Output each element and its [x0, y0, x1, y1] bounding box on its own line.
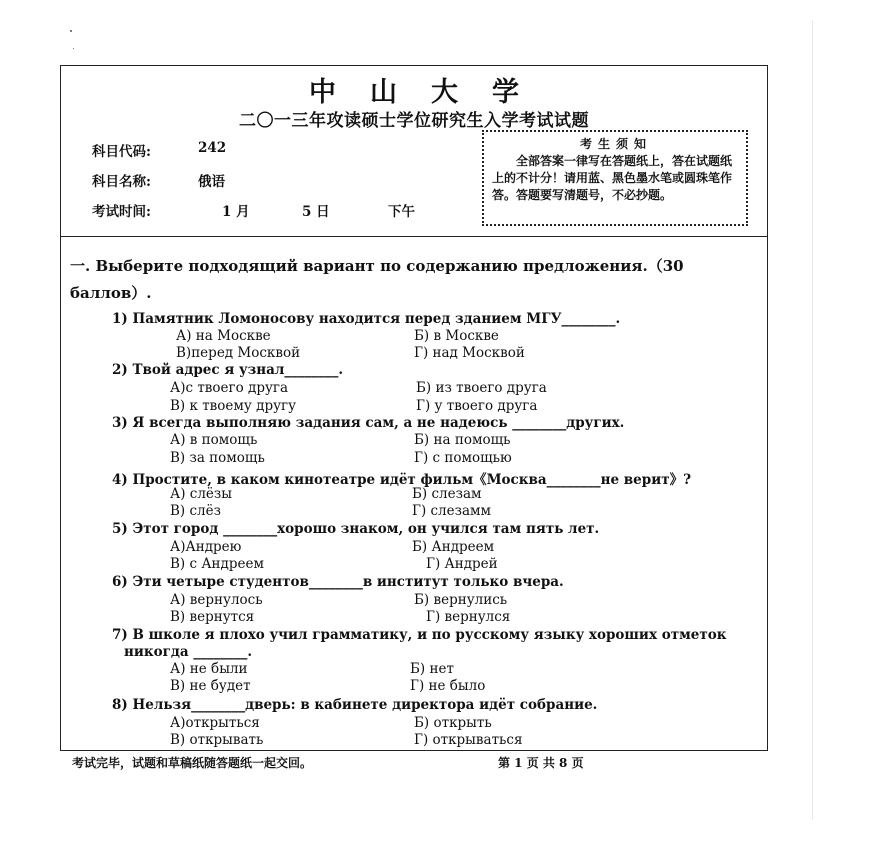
exam-title: 二〇一三年攻读硕士学位研究生入学考试试题: [239, 111, 589, 131]
question-4-option-c: В) слёз: [170, 503, 221, 519]
candidate-notice-box: [482, 130, 748, 226]
question-1-option-a: А) на Москве: [176, 328, 271, 344]
question-3-stem: 3) Я всегда выполняю задания сам, а не надеюсь ________других.: [112, 415, 625, 431]
exam-month: 1 月: [222, 204, 250, 220]
question-8-option-b: Б) открыть: [414, 715, 492, 731]
question-4-option-d: Г) слезамм: [412, 503, 492, 519]
scan-speck: [70, 30, 72, 32]
subject-name-label: 科目名称:: [92, 174, 151, 190]
footer-instruction: 考试完毕，试题和草稿纸随答题纸一起交回。: [72, 756, 313, 770]
question-8-option-c: В) открывать: [170, 732, 264, 748]
section-1-title: 一. Выберите подходящий вариант по содержанию предложения.（30 баллов）.: [70, 257, 684, 302]
question-4-option-a: А) слёзы: [170, 486, 233, 502]
question-6-option-b: Б) вернулись: [414, 592, 508, 608]
question-3-option-d: Г) с помощью: [414, 450, 512, 466]
question-1-option-c: В)перед Москвой: [176, 345, 301, 361]
question-3-option-a: А) в помощь: [170, 432, 258, 448]
scan-page-edge: [812, 20, 813, 820]
question-5-option-d: Г) Андрей: [426, 556, 498, 572]
question-8-stem: 8) Нельзя________дверь: в кабинете директора идёт собрание.: [112, 697, 598, 713]
scan-speck: [73, 48, 74, 49]
question-7-option-a: А) не были: [170, 661, 248, 677]
question-7-stem-continuation: никогда ________.: [124, 644, 253, 660]
question-6-option-c: В) вернутся: [170, 609, 255, 625]
question-4-option-b: Б) слезам: [412, 486, 482, 502]
question-4-stem: 4) Простите, в каком кинотеатре идёт фильм《Москва________не верит》?: [112, 472, 691, 488]
question-5-option-c: В) с Андреем: [170, 556, 264, 572]
question-1-stem: 1) Памятник Ломоносову находится перед зданием МГУ________.: [112, 311, 621, 327]
page-number: 第 1 页 共 8 页: [498, 756, 584, 770]
subject-code: 242: [198, 140, 227, 156]
question-6-option-d: Г) вернулся: [426, 609, 511, 625]
question-8-option-a: А)открыться: [170, 715, 260, 731]
question-7-option-b: Б) нет: [410, 661, 454, 677]
question-7-option-c: В) не будет: [170, 678, 251, 694]
notice-body: 全部答案一律写在答题纸上，答在试题纸上的不计分！请用蓝、黑色墨水笔或圆珠笔作答。答题要写清题号，不必抄题。: [492, 154, 733, 202]
header-divider: [60, 236, 768, 237]
notice-title: 考生须知: [579, 137, 652, 151]
question-7-option-d: Г) не было: [410, 678, 486, 694]
question-8-option-d: Г) открываться: [414, 732, 523, 748]
subject-name: 俄语: [198, 174, 225, 190]
question-2-stem: 2) Твой адрес я узнал________.: [112, 362, 344, 378]
question-7-stem: 7) В школе я плохо учил грамматику, и по русскому языку хороших отметок: [112, 627, 727, 643]
exam-period: 下午: [388, 204, 415, 220]
question-6-option-a: А) вернулось: [170, 592, 263, 608]
question-5-stem: 5) Этот город ________хорошо знаком, он учился там пять лет.: [112, 521, 600, 537]
question-3-option-b: Б) на помощь: [414, 432, 511, 448]
question-3-option-c: В) за помощь: [170, 450, 265, 466]
question-5-option-b: Б) Андреем: [412, 539, 495, 555]
question-2-option-a: А)с твоего друга: [170, 380, 289, 396]
exam-time-label: 考试时间:: [92, 204, 151, 220]
question-2-option-d: Г) у твоего друга: [416, 398, 538, 414]
question-2-option-b: Б) из твоего друга: [416, 380, 547, 396]
question-1-option-b: Б) в Москве: [414, 328, 499, 344]
exam-day: 5 日: [302, 204, 330, 220]
university-name: 中山大学: [309, 77, 553, 108]
question-5-option-a: А)Андрею: [170, 539, 242, 555]
question-6-stem: 6) Эти четыре студентов________в институт только вчера.: [112, 574, 564, 590]
question-1-option-d: Г) над Москвой: [414, 345, 525, 361]
subject-code-label: 科目代码:: [92, 144, 151, 160]
question-2-option-c: В) к твоему другу: [170, 398, 297, 414]
